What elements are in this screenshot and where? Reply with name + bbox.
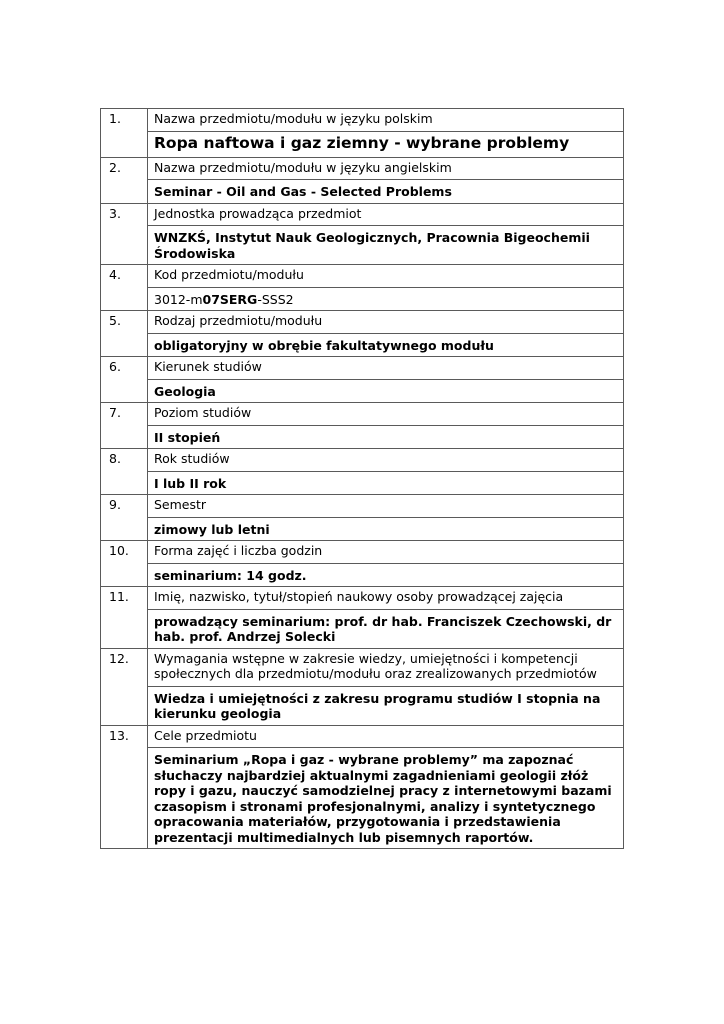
row-number: 13. bbox=[101, 725, 148, 849]
course-objectives: Seminarium „Ropa i gaz - wybrane problemy” ma zapoznać słuchaczy najbardziej aktualnymi zagadnieniami geologii złóż ropy i gazu, nauczyć samodzielnej pracy z internetowymi bazami czasopism i stronami profesjonalnymi, analizy i syntetycznego opracowania materiałów, przygotowania i przedstawienia prezentacji multimedialnych lub pisemnych raportów. bbox=[154, 752, 612, 845]
row-number: 7. bbox=[101, 403, 148, 449]
row-number: 4. bbox=[101, 265, 148, 311]
field-label: Cele przedmiotu bbox=[148, 726, 623, 749]
teaching-unit: WNZKŚ, Instytut Nauk Geologicznych, Pracownia Bigeochemii Środowiska bbox=[154, 230, 590, 261]
field-label: Nazwa przedmiotu/modułu w języku polskim bbox=[148, 109, 623, 132]
row-content bbox=[148, 541, 624, 587]
prerequisites: Wiedza i umiejętności z zakresu programu studiów I stopnia na kierunku geologia bbox=[154, 690, 601, 721]
table-row bbox=[101, 648, 624, 725]
table-row bbox=[101, 495, 624, 541]
row-number: 2. bbox=[101, 157, 148, 203]
row-content bbox=[148, 449, 624, 495]
row-number: 1. bbox=[101, 109, 148, 158]
course-code-suffix: -SSS2 bbox=[257, 291, 294, 307]
course-name-polish: Ropa naftowa i gaz ziemny - wybrane problemy bbox=[154, 133, 570, 152]
row-content bbox=[148, 725, 624, 849]
row-number: 9. bbox=[101, 495, 148, 541]
row-content bbox=[148, 587, 624, 649]
field-label: Rodzaj przedmiotu/modułu bbox=[148, 311, 623, 334]
table-row bbox=[101, 541, 624, 587]
table-row bbox=[101, 449, 624, 495]
study-year: I lub II rok bbox=[154, 475, 227, 491]
field-label: Forma zajęć i liczba godzin bbox=[148, 541, 623, 564]
table-row bbox=[101, 725, 624, 849]
course-syllabus-table bbox=[100, 108, 624, 849]
course-code-core: 07SERG bbox=[202, 291, 258, 307]
field-label: Poziom studiów bbox=[148, 403, 623, 426]
row-number: 10. bbox=[101, 541, 148, 587]
field-label: Wymagania wstępne w zakresie wiedzy, umiejętności i kompetencji społecznych dla przedmiotu/modułu oraz zrealizowanych przedmiotów bbox=[148, 649, 623, 687]
course-type: obligatoryjny w obrębie fakultatywnego modułu bbox=[154, 337, 494, 353]
table-row bbox=[101, 203, 624, 265]
table-row bbox=[101, 157, 624, 203]
course-code-prefix: 3012-m bbox=[154, 291, 203, 307]
row-content bbox=[148, 648, 624, 725]
row-content bbox=[148, 311, 624, 357]
instructors: prowadzący seminarium: prof. dr hab. Franciszek Czechowski, dr hab. prof. Andrzej Solecki bbox=[154, 613, 612, 644]
table-row bbox=[101, 587, 624, 649]
row-content bbox=[148, 495, 624, 541]
field-label: Jednostka prowadząca przedmiot bbox=[148, 204, 623, 227]
row-number: 8. bbox=[101, 449, 148, 495]
field-label: Rok studiów bbox=[148, 449, 623, 472]
course-code bbox=[148, 288, 623, 311]
course-name-english: Seminar - Oil and Gas - Selected Problems bbox=[154, 184, 452, 199]
field-label: Kod przedmiotu/modułu bbox=[148, 265, 623, 288]
field-of-study: Geologia bbox=[154, 383, 216, 399]
semester: zimowy lub letni bbox=[154, 521, 270, 537]
table-row bbox=[101, 403, 624, 449]
row-content bbox=[148, 203, 624, 265]
row-number: 6. bbox=[101, 357, 148, 403]
field-label: Kierunek studiów bbox=[148, 357, 623, 380]
row-content bbox=[148, 403, 624, 449]
field-label: Semestr bbox=[148, 495, 623, 518]
field-label: Imię, nazwisko, tytuł/stopień naukowy osoby prowadzącej zajęcia bbox=[148, 587, 623, 610]
row-number: 11. bbox=[101, 587, 148, 649]
row-number: 3. bbox=[101, 203, 148, 265]
table-row bbox=[101, 265, 624, 311]
row-content bbox=[148, 109, 624, 158]
class-form-hours: seminarium: 14 godz. bbox=[154, 567, 307, 583]
study-level: II stopień bbox=[154, 429, 221, 445]
field-label: Nazwa przedmiotu/modułu w języku angielskim bbox=[148, 158, 623, 181]
row-content bbox=[148, 357, 624, 403]
table-row bbox=[101, 357, 624, 403]
table-row bbox=[101, 109, 624, 158]
row-number: 12. bbox=[101, 648, 148, 725]
row-content bbox=[148, 157, 624, 203]
row-content bbox=[148, 265, 624, 311]
row-number: 5. bbox=[101, 311, 148, 357]
table-row bbox=[101, 311, 624, 357]
